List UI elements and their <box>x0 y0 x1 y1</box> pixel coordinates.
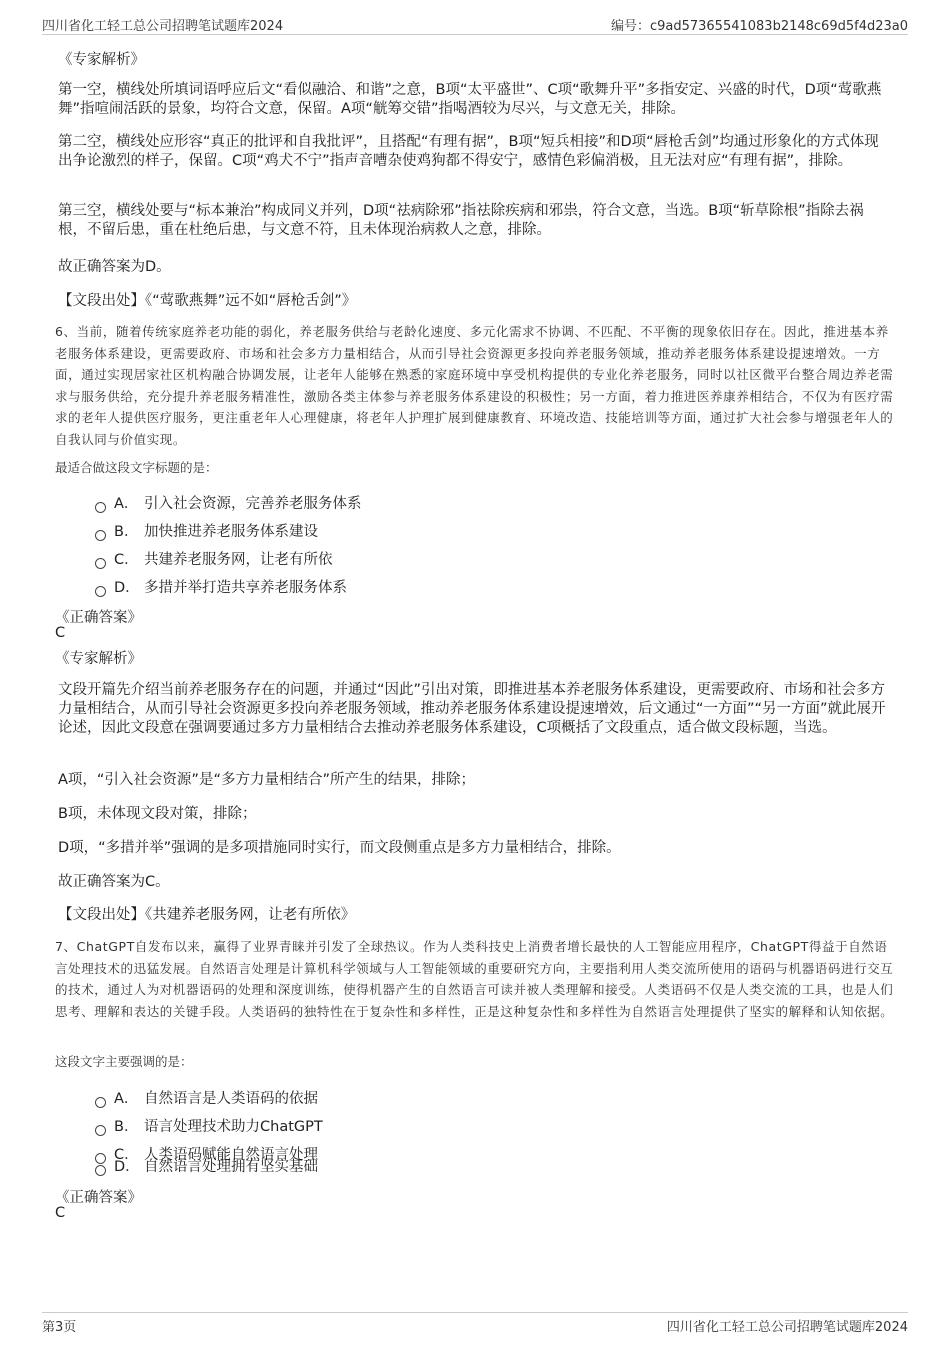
question-6-prompt: 最适合做这段文字标题的是： <box>55 460 218 475</box>
header-divider <box>42 34 908 35</box>
correct-answer-label: 《正确答案》 <box>55 1190 142 1206</box>
analysis-paragraph: 第一空，横线处所填词语呼应后文“看似融洽、和谐”之意，B项“太平盛世”、C项“歌舞升平”多指安定、兴盛的时代，D项“莺歌燕舞”指喧闹活跃的景象，均符合文意，保留。A项“觥筹交错”指喝酒较为尽兴，与文意无关，排除。 <box>58 82 882 117</box>
radio-button[interactable] <box>95 502 106 513</box>
question-6-text: 6、当前，随着传统家庭养老功能的弱化，养老服务供给与老龄化速度、多元化需求不协调、不匹配、不平衡的现象依旧存在。因此，推进基本养老服务体系建设，更需要政府、市场和社会多方力量相结合，从而引导社会资源更多投向养老服务领域，推动养老服务体系建设提速增效。一方面，通过实现居家社区机构融合协调发展，让老年人能够在熟悉的家庭环境中享受机构提供的专业化养老服务，同时以社区微平台整合周边养老需求与服务供给，充分提升养老服务精准性，激励各类主体参与养老服务体系建设的积极性；另一方面，着力推进医养康养相结合，不仅为有医疗需求的老年人提供医疗服务，更注重老年人心理健康，将老年人护理扩展到健康教育、环境改造、技能培训等方面，通过扩大社会参与增强老年人的自我认同与价值实现。 <box>55 324 894 447</box>
expert-analysis-label: 《专家解析》 <box>55 651 142 667</box>
option-d[interactable]: D． 多措并举打造共享养老服务体系 <box>95 576 347 597</box>
radio-button[interactable] <box>95 1165 106 1176</box>
option-c[interactable]: C． 人类语码赋能自然语言处理 <box>95 1143 318 1164</box>
header-doc-id: 编号：c9ad57365541083b2148c69d5f4d23a0 <box>610 19 908 34</box>
footer-title: 四川省化工轻工总公司招聘笔试题库2024 <box>666 1320 908 1335</box>
source-line: 【文段出处】《“莺歌燕舞”远不如“唇枪舌剑”》 <box>58 293 357 309</box>
radio-button[interactable] <box>95 1125 106 1136</box>
radio-button[interactable] <box>95 586 106 597</box>
correct-answer-value: C <box>55 625 66 641</box>
radio-button[interactable] <box>95 558 106 569</box>
question-7-text: 7、ChatGPT自发布以来，赢得了业界青睐并引发了全球热议。作为人类科技史上消费者增长最快的人工智能应用程序，ChatGPT得益于自然语言处理技术的迅猛发展。自然语言处理是计算机科学领域与人工智能领域的重要研究方向，主要指利用人类交流所使用的语码与机器语码进行交互的技术，通过人为对机器语码的处理和深度训练，使得机器产生的自然语言可读并被人类理解和接受。人类语码不仅是人类交流的工具，也是人们思考、理解和表达的关键手段。人类语码的独特性在于复杂性和多样性，正是这种复杂性和多样性为自然语言处理提供了坚实的解释和认知依据。 <box>55 939 894 1019</box>
option-c[interactable]: C． 共建养老服务网，让老有所依 <box>95 548 333 569</box>
option-b[interactable]: B． 语言处理技术助力ChatGPT <box>95 1115 323 1136</box>
analysis-option-a: A项，“引入社会资源”是“多方力量相结合”所产生的结果，排除； <box>58 772 475 788</box>
source-line: 【文段出处】《共建养老服务网，让老有所依》 <box>58 907 356 923</box>
option-b[interactable]: B． 加快推进养老服务体系建设 <box>95 520 318 541</box>
page-number: 第3页 <box>42 1320 77 1335</box>
analysis-paragraph: 第二空，横线处应形容“真正的批评和自我批评”，且搭配“有理有据”，B项“短兵相接”和D项“唇枪舌剑”均通过形象化的方式体现出争论激烈的样子，保留。C项“鸡犬不宁”指声音嘈杂使鸡狗都不得安宁，感情色彩偏消极，且无法对应“有理有据”，排除。 <box>58 134 879 169</box>
option-a[interactable]: A． 引入社会资源，完善养老服务体系 <box>95 492 362 513</box>
correct-answer-value: C <box>55 1205 66 1221</box>
analysis-conclusion: 故正确答案为C。 <box>58 874 170 890</box>
option-d[interactable]: D． 自然语言处理拥有坚实基础 <box>95 1155 318 1176</box>
correct-answer-label: 《正确答案》 <box>55 610 142 626</box>
header-title: 四川省化工轻工总公司招聘笔试题库2024 <box>42 19 284 34</box>
radio-button[interactable] <box>95 530 106 541</box>
footer-divider <box>42 1312 908 1313</box>
question-7-prompt: 这段文字主要强调的是： <box>55 1054 193 1069</box>
analysis-option-b: B项，未体现文段对策，排除； <box>58 806 257 822</box>
analysis-conclusion: 故正确答案为D。 <box>58 259 171 275</box>
radio-button[interactable] <box>95 1097 106 1108</box>
analysis-paragraph: 文段开篇先介绍当前养老服务存在的问题，并通过“因此”引出对策，即推进基本养老服务体系建设，更需要政府、市场和社会多方力量相结合，从而引导社会资源更多投向养老服务领域，推动养老服务体系建设提速增效，后文通过“一方面”“另一方面”就此展开论述，因此文段意在强调要通过多方力量相结合去推动养老服务体系建设，C项概括了文段重点，适合做文段标题，当选。 <box>58 682 886 736</box>
analysis-paragraph: 第三空，横线处要与“标本兼治”构成同义并列，D项“祛病除邪”指祛除疾病和邪祟，符合文意，当选。B项“斩草除根”指除去祸根，不留后患，重在杜绝后患，与文意不符，且未体现治病救人之意，排除。 <box>58 203 864 238</box>
option-a[interactable]: A． 自然语言是人类语码的依据 <box>95 1087 318 1108</box>
expert-analysis-label: 《专家解析》 <box>58 52 145 68</box>
analysis-option-d: D项，“多措并举”强调的是多项措施同时实行，而文段侧重点是多方力量相结合，排除。 <box>58 840 621 856</box>
